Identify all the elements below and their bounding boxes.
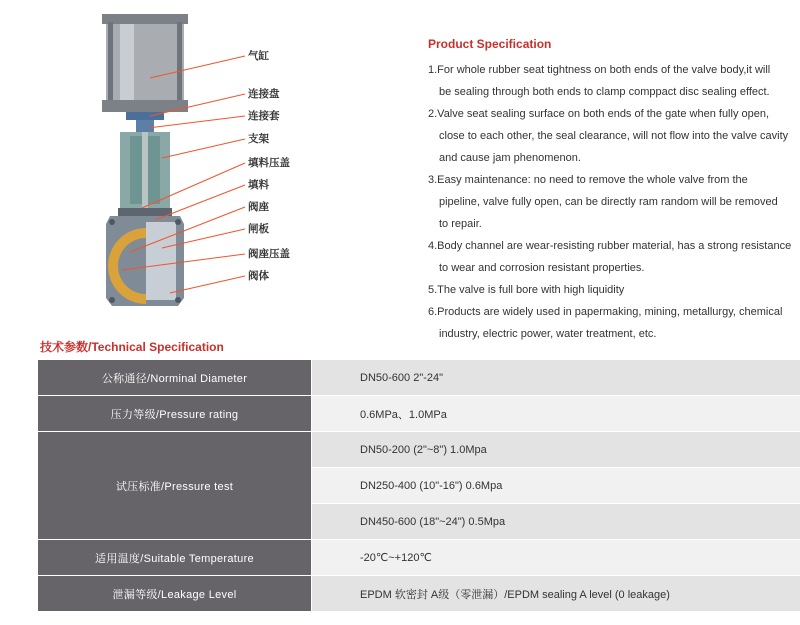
- spec-line: 3.Easy maintenance: no need to remove the whole valve from the: [428, 174, 748, 186]
- spec-line: be sealing through both ends to clamp comppact disc sealing effect.: [439, 86, 770, 98]
- cylinder-highlight: [120, 24, 134, 100]
- spec-line: close to each other, the seal clearance, will not flow into the valve cavity: [439, 130, 789, 142]
- spec-line: to repair.: [439, 218, 482, 230]
- cylinder-rod-right: [177, 22, 182, 112]
- spec-item-6: [428, 301, 800, 345]
- bolt: [109, 297, 115, 303]
- cylinder: [106, 24, 184, 100]
- row-value-pressure-rating: 0.6MPa、1.0MPa: [312, 396, 800, 432]
- spec-line: 1.For whole rubber seat tightness on both ends of the valve body,it will: [428, 64, 771, 76]
- part-labels: [248, 0, 328, 320]
- part-label-packing-gland: 填料压盖: [248, 157, 290, 169]
- part-label-frame: 支架: [248, 133, 269, 145]
- row-value-leakage: EPDM 软密封 A级（零泄漏）/EPDM sealing A level (0 leakage): [312, 576, 800, 612]
- row-label-nominal-diameter: 公称通径/Norminal Diameter: [38, 360, 312, 396]
- leader-line: [162, 139, 245, 158]
- connecting-plate: [126, 112, 164, 120]
- row-value-pressure-test-1: DN50-200 (2"~8") 1.0Mpa: [312, 432, 800, 468]
- spec-line: 6.Products are widely used in papermaking, mining, metallurgy, chemical: [428, 306, 783, 318]
- part-label-packing: 填料: [248, 179, 269, 191]
- spec-item-2: [428, 103, 800, 169]
- spec-item-5: [428, 279, 800, 301]
- part-label-seat-gland: 阀座压盖: [248, 248, 290, 260]
- cylinder-rod-left: [108, 22, 113, 112]
- part-label-connecting-plate: 连接盘: [248, 88, 280, 100]
- table-row: [38, 540, 800, 576]
- row-label-pressure-test: 试压标准/Pressure test: [38, 432, 312, 540]
- row-value-nominal-diameter: DN50-600 2"-24": [312, 360, 800, 396]
- row-label-temperature: 适用温度/Suitable Temperature: [38, 540, 312, 576]
- spec-line: 2.Valve seat sealing surface on both ends of the gate when fully open,: [428, 108, 770, 120]
- bolt: [175, 297, 181, 303]
- cylinder-top-cap: [102, 14, 188, 24]
- part-label-cylinder: 气缸: [248, 50, 269, 62]
- spec-line: industry, electric power, water treatment, etc.: [439, 328, 657, 340]
- spec-item-3: [428, 169, 800, 235]
- row-label-leakage: 泄漏等级/Leakage Level: [38, 576, 312, 612]
- part-label-valve-body: 阀体: [248, 270, 269, 282]
- table-row: [38, 576, 800, 612]
- technical-spec-table: [38, 360, 800, 612]
- spec-line: to wear and corrosion resistant properties.: [439, 262, 645, 274]
- spec-line: 4.Body channel are wear-resisting rubber material, has a strong resistance: [428, 240, 792, 252]
- row-label-pressure-rating: 压力等级/Pressure rating: [38, 396, 312, 432]
- part-label-connecting-sleeve: 连接套: [248, 110, 280, 122]
- spec-line: 5.The valve is full bore with high liquidity: [428, 284, 625, 296]
- row-value-pressure-test-3: DN450-600 (18"~24") 0.5Mpa: [312, 504, 800, 540]
- row-value-pressure-test-2: DN250-400 (10"-16") 0.6Mpa: [312, 468, 800, 504]
- spec-item-1: [428, 59, 800, 103]
- gate-plate: [146, 222, 176, 300]
- row-value-temperature: -20℃~+120℃: [312, 540, 800, 576]
- table-row: [38, 360, 800, 396]
- table-row: [38, 432, 800, 468]
- bolt: [109, 219, 115, 225]
- spec-line: and cause jam phenomenon.: [439, 152, 581, 164]
- packing-gland: [118, 208, 172, 216]
- part-label-valve-seat: 阀座: [248, 201, 269, 213]
- product-spec-title: Product Specification: [428, 37, 552, 51]
- spec-line: pipeline, valve fully open, can be directly ram random will be removed: [439, 196, 778, 208]
- product-specification: [428, 36, 800, 345]
- table-row: [38, 396, 800, 432]
- bolt: [175, 219, 181, 225]
- connecting-sleeve: [136, 120, 154, 132]
- technical-spec-title: 技术参数/Technical Specification: [40, 340, 224, 354]
- spec-item-4: [428, 235, 800, 279]
- part-label-gate: 闸板: [248, 223, 269, 235]
- gate-stem: [142, 132, 148, 212]
